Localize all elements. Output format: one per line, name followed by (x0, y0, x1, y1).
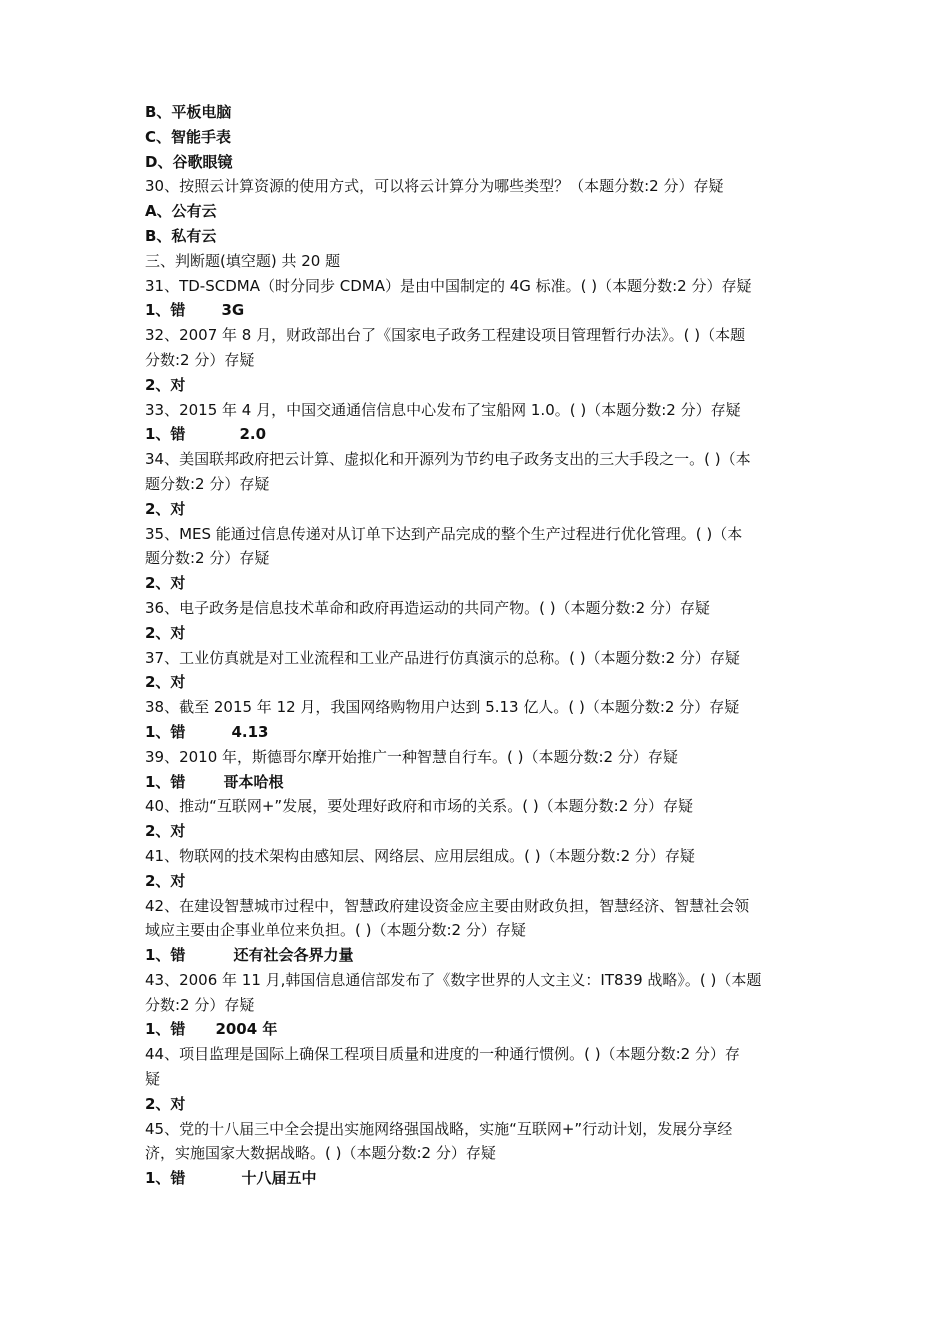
answer-label: 2、对 (145, 623, 186, 642)
document-page (145, 100, 810, 1191)
answer-label: 1、错 (145, 1169, 186, 1188)
answer-line (145, 770, 810, 795)
answer-correction-note: 2004 年 (215, 1020, 278, 1039)
answer-label: 1、错 (145, 772, 186, 791)
question-text-line: 题分数:2 分）存疑 (145, 474, 270, 493)
question-item (145, 1117, 810, 1191)
question-text-line: 40、推动“互联网+”发展，要处理好政府和市场的关系。( )（本题分数:2 分）存疑 (145, 797, 694, 816)
question-text-line: 36、电子政务是信息技术革命和政府再造运动的共同产物。( )（本题分数:2 分）存疑 (145, 598, 710, 617)
answer-line (145, 1166, 810, 1191)
question-text-line: 31、TD-SCDMA（时分同步 CDMA）是由中国制定的 4G 标准。( )（本题分数:2 分）存疑 (145, 276, 752, 295)
question-text-line: 45、党的十八届三中全会提出实施网络强国战略，实施“互联网+”行动计划，发展分享经 (145, 1119, 733, 1138)
answer-label: 1、错 (145, 946, 186, 965)
question-text-line: 32、2007 年 8 月，财政部出台了《国家电子政务工程建设项目管理暂行办法》。( )（本题 (145, 326, 746, 345)
answer-line (145, 298, 810, 323)
answer-label: 2、对 (145, 375, 186, 394)
answer-line (145, 869, 810, 894)
answer-label: 2、对 (145, 1094, 186, 1113)
answer-correction-note: 4.13 (231, 722, 269, 741)
answer-line (145, 943, 810, 968)
answer-correction-note: 3G (221, 301, 245, 320)
answer-label: 2、对 (145, 822, 186, 841)
question-item (145, 745, 810, 795)
question-item (145, 522, 810, 596)
question-item (145, 695, 810, 745)
question-30: 30、按照云计算资源的使用方式，可以将云计算分为哪些类型？（本题分数:2 分）存疑 (145, 177, 724, 196)
answer-label: 1、错 (145, 425, 186, 444)
question-item (145, 894, 810, 968)
answer-line (145, 819, 810, 844)
answer-correction-note: 十八届五中 (241, 1169, 317, 1188)
question-item (145, 844, 810, 894)
question-text-line: 疑 (145, 1070, 161, 1089)
question-text-line: 44、项目监理是国际上确保工程项目质量和进度的一种通行惯例。( )（本题分数:2 分）存 (145, 1045, 740, 1064)
question-text-line: 分数:2 分）存疑 (145, 350, 255, 369)
question-text-line: 33、2015 年 4 月，中国交通通信信息中心发布了宝船网 1.0。( )（本题分数:2 分）存疑 (145, 400, 741, 419)
answer-line (145, 1017, 810, 1042)
question-text-line: 43、2006 年 11 月,韩国信息通信部发布了《数字世界的人文主义：IT839 战略》。( )（本题 (145, 970, 762, 989)
question-item (145, 646, 810, 696)
answer-line (145, 422, 810, 447)
question-text-line: 分数:2 分）存疑 (145, 995, 255, 1014)
question-item (145, 794, 810, 844)
question-text-line: 38、截至 2015 年 12 月，我国网络购物用户达到 5.13 亿人。( )（本题分数:2 分）存疑 (145, 698, 740, 717)
answer-line (145, 571, 810, 596)
question-item (145, 447, 810, 521)
option-c: C、智能手表 (145, 127, 232, 146)
question-item (145, 968, 810, 1042)
question-text-line: 题分数:2 分）存疑 (145, 549, 270, 568)
question-text-line: 35、MES 能通过信息传递对从订单下达到产品完成的整个生产过程进行优化管理。( )（本 (145, 524, 743, 543)
answer-correction-note: 哥本哈根 (223, 772, 284, 791)
answer-label: 2、对 (145, 499, 186, 518)
answer-label: 1、错 (145, 1020, 186, 1039)
answer-line (145, 1092, 810, 1117)
question-item (145, 596, 810, 646)
option-d: D、谷歌眼镜 (145, 152, 233, 171)
question-text-line: 37、工业仿真就是对工业流程和工业产品进行仿真演示的总称。( )（本题分数:2 分）存疑 (145, 648, 740, 667)
question-item (145, 398, 810, 448)
answer-line (145, 621, 810, 646)
answer-correction-note: 2.0 (239, 425, 267, 444)
question-text-line: 域应主要由企事业单位来负担。( )（本题分数:2 分）存疑 (145, 921, 526, 940)
answer-label: 2、对 (145, 871, 186, 890)
question-text-line: 41、物联网的技术架构由感知层、网络层、应用层组成。( )（本题分数:2 分）存疑 (145, 846, 695, 865)
answer-line (145, 670, 810, 695)
question-30-option-b: B、私有云 (145, 226, 217, 245)
answer-correction-note: 还有社会各界力量 (233, 946, 354, 965)
question-text-line: 济，实施国家大数据战略。( )（本题分数:2 分）存疑 (145, 1144, 496, 1163)
question-text-line: 34、美国联邦政府把云计算、虚拟化和开源列为节约电子政务支出的三大手段之一。( )（本 (145, 450, 751, 469)
answer-line (145, 373, 810, 398)
answer-line (145, 720, 810, 745)
question-text-line: 39、2010 年，斯德哥尔摩开始推广一种智慧自行车。( )（本题分数:2 分）存疑 (145, 747, 678, 766)
answer-label: 2、对 (145, 673, 186, 692)
section-heading: 三、判断题(填空题) 共 20 题 (145, 251, 341, 270)
question-text-line: 42、在建设智慧城市过程中，智慧政府建设资金应主要由财政负担，智慧经济、智慧社会领 (145, 896, 750, 915)
answer-label: 1、错 (145, 301, 186, 320)
answer-label: 2、对 (145, 574, 186, 593)
question-30-option-a: A、公有云 (145, 202, 217, 221)
question-item (145, 1042, 810, 1116)
answer-label: 1、错 (145, 722, 186, 741)
answer-line (145, 497, 810, 522)
question-item (145, 274, 810, 324)
question-item (145, 323, 810, 397)
option-b: B、平板电脑 (145, 103, 232, 121)
judgement-question-list (145, 274, 810, 1191)
